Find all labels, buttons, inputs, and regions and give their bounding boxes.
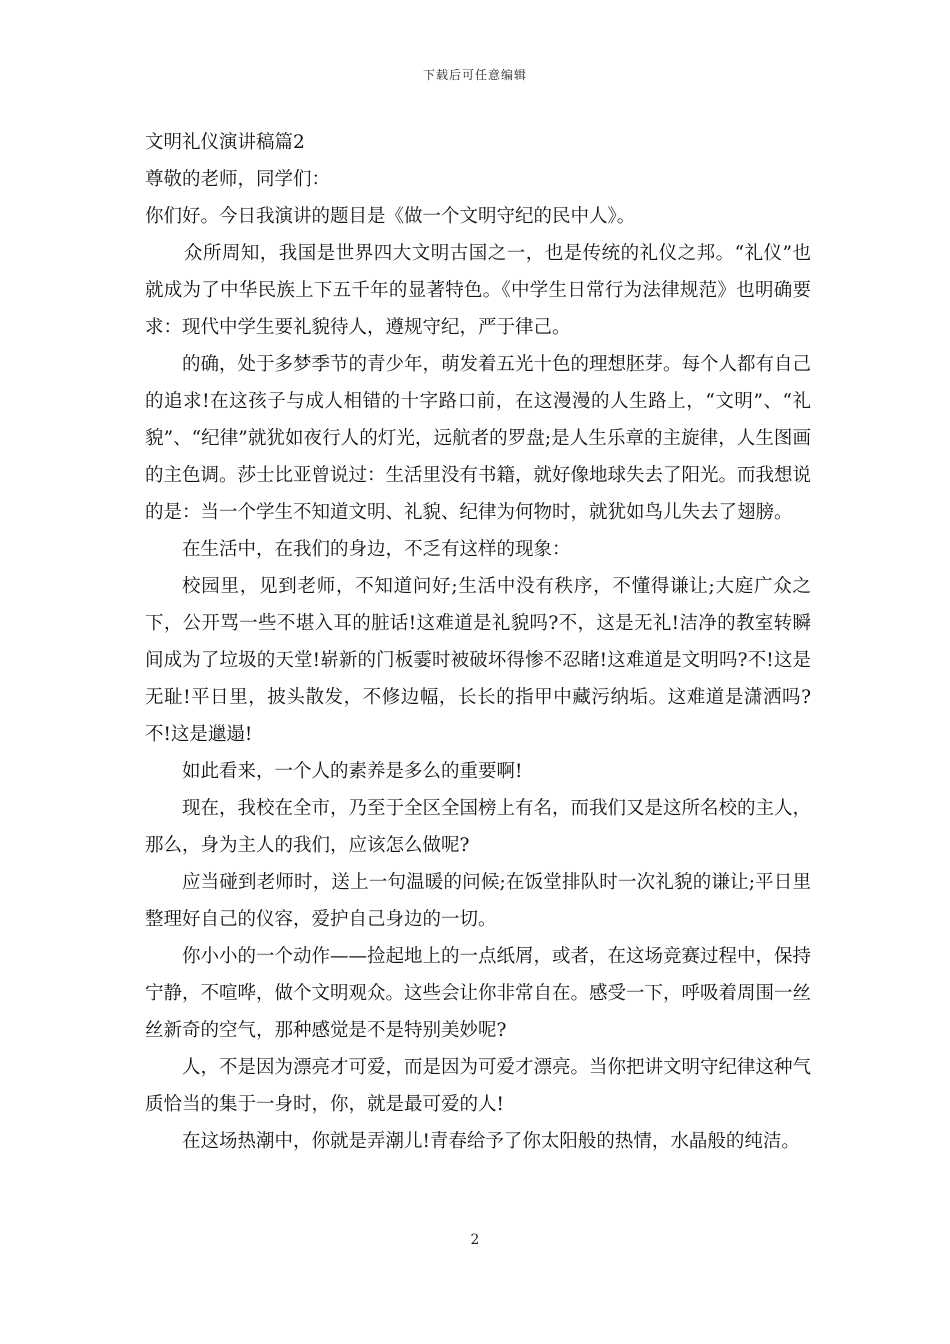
page-number: 2 <box>470 1232 480 1248</box>
document-title: 文明礼仪演讲稿篇2 <box>145 132 305 153</box>
paragraph: 人，不是因为漂亮才可爱，而是因为可爱才漂亮。当你把讲文明守纪律这种气质恰当的集于一身时，你，就是最可爱的人! <box>145 1057 812 1115</box>
paragraph: 你小小的一个动作——捡起地上的一点纸屑，或者，在这场竞赛过程中，保持宁静，不喧哗，做个文明观众。这些会让你非常自在。感受一下，呼吸着周围一丝丝新奇的空气，那种感觉是不是特别美妙呢? <box>145 946 812 1041</box>
paragraph: 校园里，见到老师，不知道问好;生活中没有秩序，不懂得谦让;大庭广众之下，公开骂一些不堪入耳的脏话!这难道是礼貌吗?不，这是无礼!洁净的教室转瞬间成为了垃圾的天堂!崭新的门板霎时被破坏得惨不忍睹!这难道是文明吗?不!这是无耻!平日里，披头散发，不修边幅，长长的指甲中藏污纳垢。这难道是潇洒吗?不!这是邋遢! <box>145 576 811 745</box>
paragraph: 的确，处于多梦季节的青少年，萌发着五光十色的理想胚芽。每个人都有自己的追求!在这孩子与成人相错的十字路口前，在这漫漫的人生路上，“文明”、“礼貌”、“纪律”就犹如夜行人的灯光，远航者的罗盘;是人生乐章的主旋律，人生图画的主色调。莎士比亚曾说过：生活里没有书籍，就好像地球失去了阳光。而我想说的是：当一个学生不知道文明、礼貌、纪律为何物时，就犹如鸟儿失去了翅膀。 <box>145 354 812 523</box>
salutation: 尊敬的老师，同学们： <box>145 169 331 190</box>
paragraph: 如此看来，一个人的素养是多么的重要啊! <box>182 761 523 782</box>
paragraph: 在这场热潮中，你就是弄潮儿!青春给予了你太阳般的热情，水晶般的纯洁。 <box>182 1131 800 1152</box>
paragraph: 你们好。今日我演讲的题目是《做一个文明守纪的民中人》。 <box>145 206 636 227</box>
paragraph: 在生活中，在我们的身边，不乏有这样的现象： <box>182 539 571 560</box>
paragraph: 众所周知，我国是世界四大文明古国之一，也是传统的礼仪之邦。“礼仪”也就成为了中华民族上下五千年的显著特色。《中学生日常行为法律规范》也明确要求：现代中学生要礼貌待人，遵规守纪，严于律己。 <box>145 243 811 338</box>
page-header: 下载后可任意编辑 <box>422 68 527 82</box>
paragraph: 现在，我校在全市，乃至于全区全国榜上有名，而我们又是这所名校的主人，那么，身为主人的我们，应该怎么做呢? <box>145 798 812 856</box>
document-body <box>145 124 811 1160</box>
paragraph: 应当碰到老师时，送上一句温暖的问候;在饭堂排队时一次礼貌的谦让;平日里整理好自己的仪容，爱护自己身边的一切。 <box>145 872 811 930</box>
